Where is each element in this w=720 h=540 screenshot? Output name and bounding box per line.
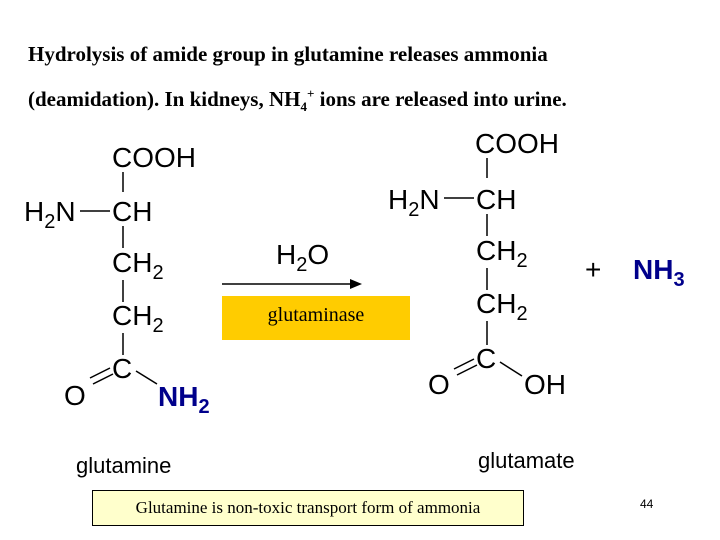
glutamine-carbonyl-o: O bbox=[64, 380, 86, 411]
glutamate-hydroxyl: OH bbox=[524, 369, 566, 400]
glutamine-alpha-ch: CH bbox=[112, 196, 153, 227]
glutamate-carboxyl-o: O bbox=[428, 369, 450, 400]
title-line-2-start: (deamidation). In kidneys, NH bbox=[28, 87, 301, 111]
glutamate-alpha-ch: CH bbox=[476, 184, 517, 215]
glutamine-ch2-beta: $CH_2$ bbox=[112, 247, 164, 284]
page-number: 44 bbox=[640, 497, 654, 511]
glutamine-cooh: COOH bbox=[112, 142, 196, 173]
glutamate-carboxyl-c: C bbox=[476, 343, 497, 374]
glutamine-carbonyl-c: C bbox=[112, 353, 133, 384]
glutamine-ch2-gamma: $CH_2$ bbox=[112, 300, 164, 337]
glutamate-amino: $H_2N$ bbox=[388, 184, 440, 221]
plus-sign: + bbox=[585, 254, 602, 285]
reaction-arrow-head bbox=[350, 279, 362, 289]
note-text: Glutamine is non-toxic transport form of ammonia bbox=[135, 498, 481, 517]
water-label: $H_2O$ bbox=[276, 239, 330, 276]
title-line-1: Hydrolysis of amide group in glutamine releases ammonia bbox=[28, 42, 548, 66]
title-line-2-end: ions are released into urine. bbox=[314, 87, 567, 111]
title-nh4-charge: + bbox=[306, 86, 315, 101]
note-box bbox=[92, 490, 524, 526]
glutamate-ch2-gamma: $CH_2$ bbox=[476, 288, 528, 325]
glutamine-amino: $H_2N$ bbox=[24, 196, 76, 233]
reaction-arrow-group bbox=[222, 239, 362, 289]
glutamate-structure bbox=[388, 128, 575, 473]
glutamine-bond-c-n bbox=[136, 371, 157, 384]
glutamine-amide-nh2: $NH_2$ bbox=[158, 381, 210, 418]
glutamate-ch2-beta: $CH_2$ bbox=[476, 235, 528, 272]
glutamate-bond-c-oh bbox=[500, 362, 522, 376]
glutamate-cooh: COOH bbox=[475, 128, 559, 159]
enzyme-label: glutaminase bbox=[267, 304, 365, 326]
title-nh4-subscript: 4 bbox=[300, 99, 307, 115]
glutamine-label: glutamine bbox=[76, 453, 172, 478]
glutamate-label: glutamate bbox=[478, 448, 575, 473]
glutamine-structure bbox=[24, 142, 210, 478]
ammonia-product bbox=[585, 254, 685, 291]
ammonia-nh3: $NH_3$ bbox=[633, 254, 685, 291]
